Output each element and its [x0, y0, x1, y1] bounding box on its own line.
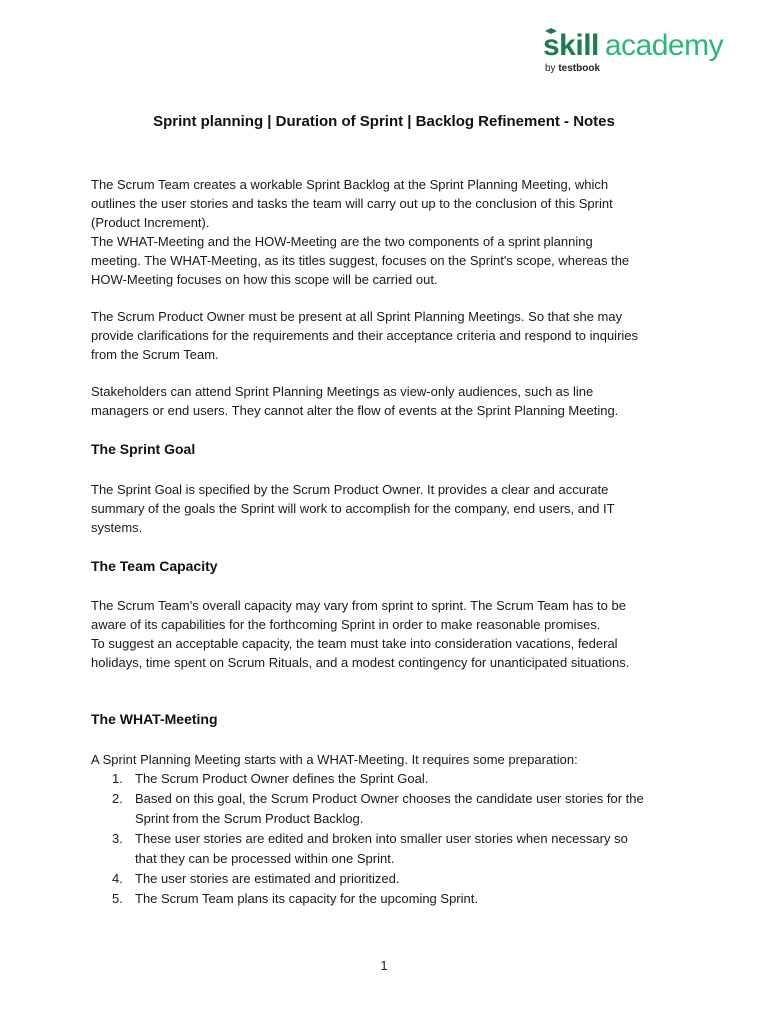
text-line: The user stories are estimated and prioritized.	[135, 871, 400, 886]
text-line: that they can be processed within one Sprint.	[135, 851, 395, 866]
text-line: HOW-Meeting focuses on how this scope will be carried out.	[91, 272, 438, 287]
text-line: The Scrum Product Owner defines the Sprint Goal.	[135, 771, 429, 786]
text-line: Sprint from the Scrum Product Backlog.	[135, 811, 364, 826]
logo-academy-word: academy	[604, 29, 724, 62]
text-line: holidays, time spent on Scrum Rituals, and a modest contingency for unanticipated situations.	[91, 655, 630, 670]
intro-paragraph-2	[91, 307, 691, 364]
text-line: from the Scrum Team.	[91, 347, 219, 362]
list-item-number: 1.	[112, 771, 123, 786]
logo-byline	[545, 63, 600, 74]
text-line: meeting. The WHAT-Meeting, as its titles suggest, focuses on the Sprint's scope, whereas the	[91, 253, 630, 268]
list-item-number: 5.	[112, 891, 123, 906]
text-line: Based on this goal, the Scrum Product Owner chooses the candidate user stories for the	[135, 791, 644, 806]
list-item	[91, 769, 691, 789]
text-line: systems.	[91, 520, 143, 535]
list-item-number: 3.	[112, 831, 123, 846]
text-line: provide clarifications for the requirements and their acceptance criteria and respond to inquiries	[91, 328, 639, 343]
text-line: A Sprint Planning Meeting starts with a WHAT-Meeting. It requires some preparation:	[91, 752, 578, 767]
text-line: These user stories are edited and broken into smaller user stories when necessary so	[135, 831, 628, 846]
list-item	[91, 789, 691, 829]
list-item	[91, 869, 691, 889]
text-line: The Scrum Product Owner must be present at all Sprint Planning Meetings. So that she may	[91, 309, 623, 324]
intro-paragraph-3	[91, 382, 691, 420]
text-line: Stakeholders can attend Sprint Planning Meetings as view-only audiences, such as line	[91, 384, 594, 399]
list-item	[91, 889, 691, 909]
text-line: aware of its capabilities for the forthcoming Sprint in order to make reasonable promises.	[91, 617, 601, 632]
list-item	[91, 829, 691, 869]
page-number: 1	[380, 958, 388, 973]
text-line: summary of the goals the Sprint will work to accomplish for the company, end users, and IT	[91, 501, 615, 516]
text-line: The Scrum Team creates a workable Sprint Backlog at the Sprint Planning Meeting, which	[91, 177, 609, 192]
text-line: The Sprint Goal is specified by the Scrum Product Owner. It provides a clear and accurate	[91, 482, 609, 497]
intro-paragraph-1	[91, 175, 691, 289]
team-capacity-heading: The Team Capacity	[91, 558, 218, 574]
text-line: The Scrum Team's overall capacity may vary from sprint to sprint. The Scrum Team has to be	[91, 598, 626, 613]
sprint-goal-heading: The Sprint Goal	[91, 441, 196, 457]
logo-parent-brand: testbook	[558, 63, 601, 74]
page-title: Sprint planning | Duration of Sprint | Backlog Refinement - Notes	[153, 113, 615, 130]
text-line: (Product Increment).	[91, 215, 210, 230]
logo-skill-word: skill	[543, 29, 599, 62]
what-meeting-heading: The WHAT-Meeting	[91, 711, 218, 727]
text-line: To suggest an acceptable capacity, the team must take into consideration vacations, federal	[91, 636, 618, 651]
logo-wordmark	[543, 30, 723, 62]
what-meeting-intro	[91, 750, 691, 769]
sprint-goal-paragraph	[91, 480, 691, 537]
text-line: The WHAT-Meeting and the HOW-Meeting are the two components of a sprint planning	[91, 234, 593, 249]
skill-academy-logo	[543, 30, 733, 76]
team-capacity-paragraph	[91, 596, 691, 672]
text-line: The Scrum Team plans its capacity for the upcoming Sprint.	[135, 891, 478, 906]
what-meeting-steps-list	[91, 769, 691, 909]
text-line: managers or end users. They cannot alter the flow of events at the Sprint Planning Meeting.	[91, 403, 619, 418]
list-item-number: 2.	[112, 791, 123, 806]
text-line: outlines the user stories and tasks the team will carry out up to the conclusion of this Sprint	[91, 196, 613, 211]
logo-by: by	[545, 63, 556, 74]
list-item-number: 4.	[112, 871, 123, 886]
